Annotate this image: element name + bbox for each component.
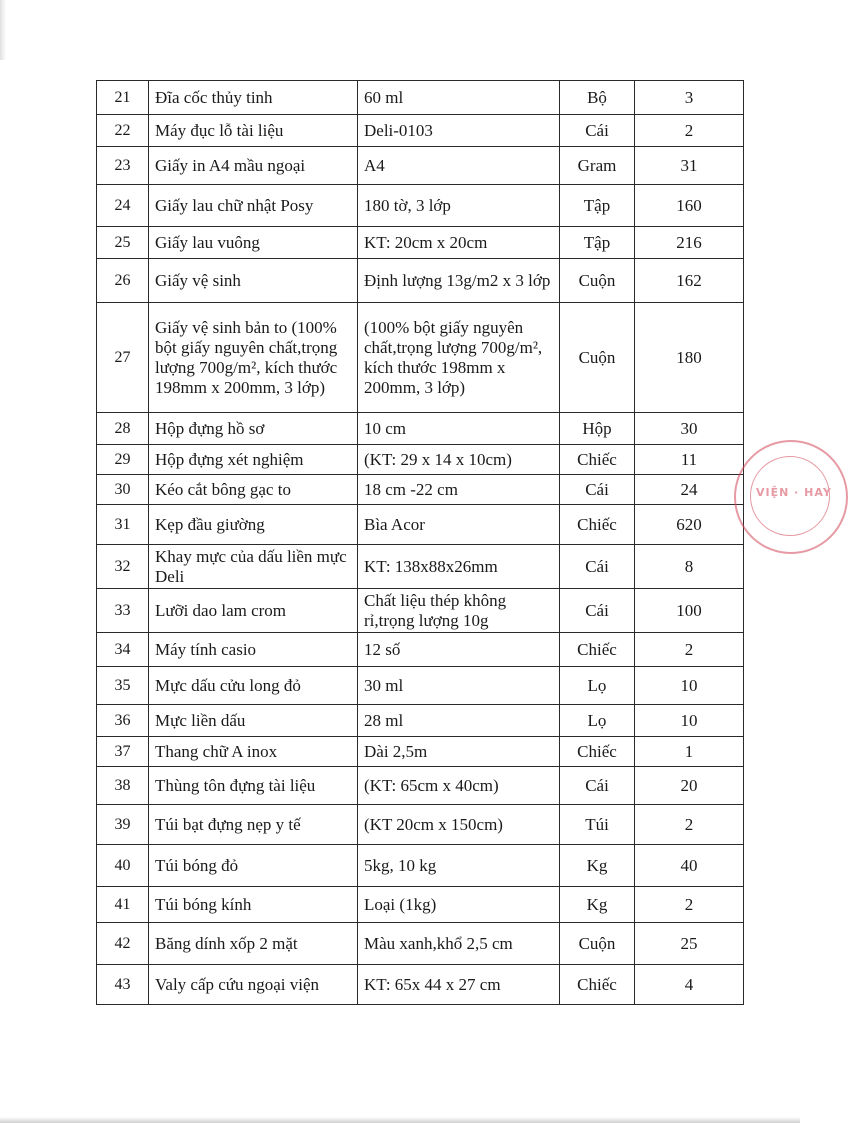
table-row [97, 737, 744, 767]
item-name: Túi bóng kính [149, 887, 358, 923]
item-unit: Tập [560, 185, 635, 227]
item-name: Hộp đựng hồ sơ [149, 413, 358, 445]
item-quantity: 40 [635, 845, 744, 887]
item-quantity: 2 [635, 115, 744, 147]
item-spec: (KT: 29 x 14 x 10cm) [358, 445, 560, 475]
row-number: 40 [97, 845, 149, 887]
item-spec: 180 tờ, 3 lớp [358, 185, 560, 227]
item-spec: 28 ml [358, 705, 560, 737]
item-name: Valy cấp cứu ngoại viện [149, 965, 358, 1005]
item-quantity: 25 [635, 923, 744, 965]
item-unit: Cái [560, 767, 635, 805]
item-name: Lưỡi dao lam crom [149, 589, 358, 633]
item-unit: Cuộn [560, 923, 635, 965]
item-name: Giấy vệ sinh [149, 259, 358, 303]
item-quantity: 100 [635, 589, 744, 633]
table-row [97, 805, 744, 845]
row-number: 24 [97, 185, 149, 227]
item-quantity: 3 [635, 81, 744, 115]
table-row [97, 185, 744, 227]
table-row [97, 147, 744, 185]
item-quantity: 160 [635, 185, 744, 227]
item-unit: Cái [560, 545, 635, 589]
table-row [97, 545, 744, 589]
table-row [97, 667, 744, 705]
item-name: Mực liền dấu [149, 705, 358, 737]
item-quantity: 620 [635, 505, 744, 545]
item-spec: KT: 20cm x 20cm [358, 227, 560, 259]
item-spec: 30 ml [358, 667, 560, 705]
table-row [97, 115, 744, 147]
item-unit: Lọ [560, 705, 635, 737]
row-number: 28 [97, 413, 149, 445]
table-row [97, 845, 744, 887]
item-quantity: 24 [635, 475, 744, 505]
item-unit: Chiếc [560, 505, 635, 545]
row-number: 25 [97, 227, 149, 259]
scan-edge-shadow [0, 0, 6, 60]
row-number: 23 [97, 147, 149, 185]
table-row [97, 445, 744, 475]
row-number: 31 [97, 505, 149, 545]
item-name: Túi bóng đỏ [149, 845, 358, 887]
table-row [97, 227, 744, 259]
item-spec: Deli-0103 [358, 115, 560, 147]
item-name: Giấy vệ sinh bản to (100% bột giấy nguyên chất,trọng lượng 700g/m², kích thước 198mm x 200mm, 3 lớp) [149, 303, 358, 413]
row-number: 26 [97, 259, 149, 303]
red-seal-stamp [734, 440, 848, 554]
row-number: 30 [97, 475, 149, 505]
item-unit: Cái [560, 589, 635, 633]
row-number: 34 [97, 633, 149, 667]
item-spec: 18 cm -22 cm [358, 475, 560, 505]
item-name: Máy tính casio [149, 633, 358, 667]
item-name: Giấy lau chữ nhật Posy [149, 185, 358, 227]
item-spec: (100% bột giấy nguyên chất,trọng lượng 700g/m², kích thước 198mm x 200mm, 3 lớp) [358, 303, 560, 413]
item-quantity: 216 [635, 227, 744, 259]
item-unit: Cuộn [560, 259, 635, 303]
item-quantity: 2 [635, 633, 744, 667]
item-unit: Cái [560, 475, 635, 505]
item-unit: Bộ [560, 81, 635, 115]
table-row [97, 589, 744, 633]
item-name: Đĩa cốc thủy tinh [149, 81, 358, 115]
table-row [97, 923, 744, 965]
row-number: 42 [97, 923, 149, 965]
item-unit: Chiếc [560, 965, 635, 1005]
item-quantity: 2 [635, 805, 744, 845]
scan-edge-bottom [0, 1117, 800, 1123]
item-unit: Lọ [560, 667, 635, 705]
item-name: Mực dấu cửu long đỏ [149, 667, 358, 705]
row-number: 35 [97, 667, 149, 705]
row-number: 32 [97, 545, 149, 589]
item-name: Kẹp đầu giường [149, 505, 358, 545]
table-row [97, 887, 744, 923]
item-quantity: 4 [635, 965, 744, 1005]
row-number: 43 [97, 965, 149, 1005]
row-number: 41 [97, 887, 149, 923]
item-quantity: 31 [635, 147, 744, 185]
item-name: Máy đục lỗ tài liệu [149, 115, 358, 147]
item-name: Khay mực của dấu liền mực Deli [149, 545, 358, 589]
table-row [97, 965, 744, 1005]
table-row [97, 633, 744, 667]
item-unit: Gram [560, 147, 635, 185]
row-number: 39 [97, 805, 149, 845]
row-number: 29 [97, 445, 149, 475]
item-unit: Chiếc [560, 737, 635, 767]
item-spec: KT: 65x 44 x 27 cm [358, 965, 560, 1005]
item-spec: Định lượng 13g/m2 x 3 lớp [358, 259, 560, 303]
table-row [97, 259, 744, 303]
item-name: Túi bạt đựng nẹp y tế [149, 805, 358, 845]
item-spec: A4 [358, 147, 560, 185]
item-unit: Túi [560, 805, 635, 845]
item-unit: Kg [560, 887, 635, 923]
item-spec: (KT: 65cm x 40cm) [358, 767, 560, 805]
table-body [97, 81, 744, 1005]
row-number: 37 [97, 737, 149, 767]
item-quantity: 11 [635, 445, 744, 475]
item-name: Giấy lau vuông [149, 227, 358, 259]
supplies-table [96, 80, 744, 1005]
table-row [97, 413, 744, 445]
item-quantity: 162 [635, 259, 744, 303]
item-unit: Tập [560, 227, 635, 259]
row-number: 33 [97, 589, 149, 633]
item-spec: Bìa Acor [358, 505, 560, 545]
table-row [97, 303, 744, 413]
item-spec: 10 cm [358, 413, 560, 445]
item-quantity: 20 [635, 767, 744, 805]
row-number: 21 [97, 81, 149, 115]
item-name: Hộp đựng xét nghiệm [149, 445, 358, 475]
item-name: Thang chữ A inox [149, 737, 358, 767]
item-name: Thùng tôn đựng tài liệu [149, 767, 358, 805]
item-unit: Hộp [560, 413, 635, 445]
item-spec: 60 ml [358, 81, 560, 115]
item-unit: Cuộn [560, 303, 635, 413]
item-spec: Màu xanh,khổ 2,5 cm [358, 923, 560, 965]
item-unit: Kg [560, 845, 635, 887]
item-quantity: 180 [635, 303, 744, 413]
item-unit: Chiếc [560, 633, 635, 667]
item-name: Băng dính xốp 2 mặt [149, 923, 358, 965]
table-row [97, 767, 744, 805]
row-number: 38 [97, 767, 149, 805]
row-number: 27 [97, 303, 149, 413]
seal-text: VIỆN · HAY [756, 486, 832, 499]
table-row [97, 705, 744, 737]
table-row [97, 505, 744, 545]
item-quantity: 8 [635, 545, 744, 589]
item-name: Kéo cắt bông gạc to [149, 475, 358, 505]
item-unit: Chiếc [560, 445, 635, 475]
item-quantity: 10 [635, 705, 744, 737]
item-spec: Dài 2,5m [358, 737, 560, 767]
item-quantity: 1 [635, 737, 744, 767]
item-unit: Cái [560, 115, 635, 147]
item-spec: Loại (1kg) [358, 887, 560, 923]
item-spec: 12 số [358, 633, 560, 667]
item-quantity: 2 [635, 887, 744, 923]
item-spec: KT: 138x88x26mm [358, 545, 560, 589]
row-number: 22 [97, 115, 149, 147]
item-spec: (KT 20cm x 150cm) [358, 805, 560, 845]
item-spec: Chất liệu thép không rỉ,trọng lượng 10g [358, 589, 560, 633]
item-spec: 5kg, 10 kg [358, 845, 560, 887]
item-quantity: 10 [635, 667, 744, 705]
table-row [97, 475, 744, 505]
row-number: 36 [97, 705, 149, 737]
table-row [97, 81, 744, 115]
item-name: Giấy in A4 mầu ngoại [149, 147, 358, 185]
item-quantity: 30 [635, 413, 744, 445]
